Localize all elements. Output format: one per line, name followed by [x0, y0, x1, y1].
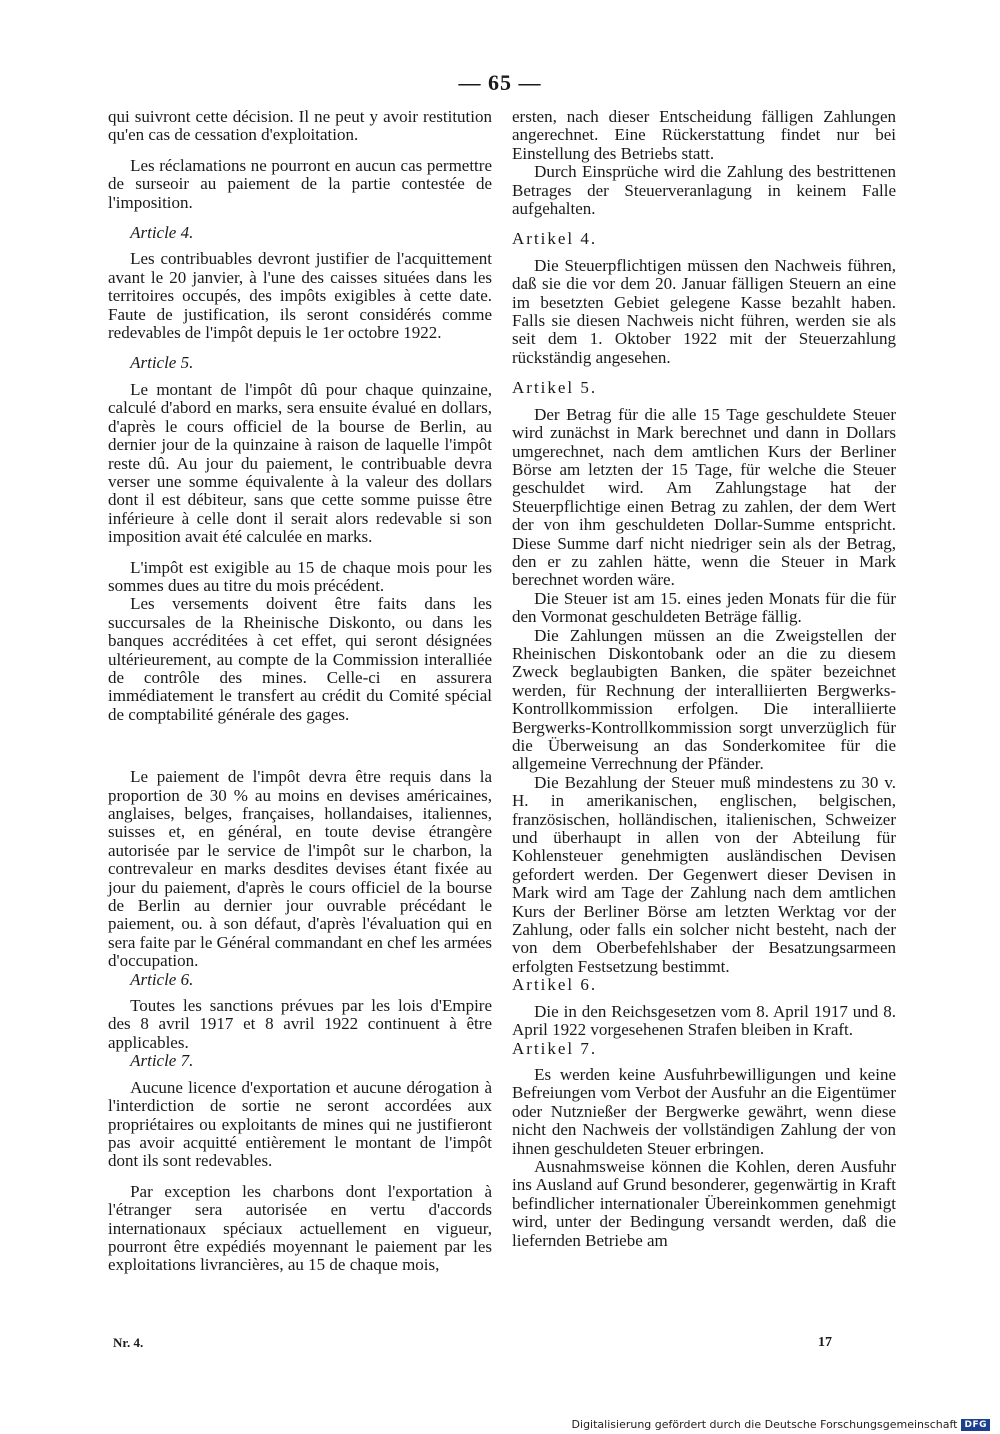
- de-paragraph-7: Die Bezahlung der Steuer muß mindestens zu 30 v. H. in amerikanischen, englischen, belgischen, französischen, holländischen, italienischen, Schweizer und überhaupt in allen von der Abteilung für Kohlensteuer genehmigten ausländischen Devisen gefordert werden. Der Gegenwert dieser Devisen in Mark wird am Tage der Zahlung nach dem amtlichen Kurs der Berliner Börse am letzten Werktag vor der Zahlung, oder falls ein solcher nicht besteht, nach der von dem Oberbefehlshaber der Besatzungsarmeen erfolgten Festsetzung bestimmt.: [512, 772, 896, 976]
- fr-paragraph-4: Le montant de l'impôt dû pour chaque quinzaine, calculé d'abord en marks, sera ensuite évalué en dollars, d'après le cours officiel de la bourse de Berlin, au dernier jour de la quinzaine à raison de laquelle l'impôt reste dû. Au jour du paiement, le contribuable devra verser une somme équivalente à la valeur des dollars dont il est débiteur, sans que cette somme puisse être inférieure à celle dont il serait alors redevable si son imposition avait été calculée en marks.: [108, 379, 492, 547]
- fr-article-4-heading: Article 4.: [130, 223, 194, 243]
- sheet-signature: 17: [818, 1335, 832, 1350]
- fr-paragraph-7: Le paiement de l'impôt devra être requis dans la proportion de 30 % au moins en devises américaines, anglaises, belges, françaises, hollandaises, italiennes, suisses et, en général, en toute devise étrangère autorisée par le service de l'impôt sur le charbon, la contrevaleur en marks desdites devises étant fixée au jour du paiement, d'après le cours officiel de la bourse de Berlin au dernier jour ouvrable précédant le paiement, ou. à son défaut, d'après l'évaluation qui en sera faite par le Général commandant en chef les armées d'occupation.: [108, 767, 492, 971]
- german-column: [512, 108, 896, 1250]
- fr-paragraph-6: Les versements doivent être faits dans les succursales de la Rheinische Diskonto, ou dans les banques accréditées à cet effet, qui seront désignées ultérieurement, au compte de la Commission interalliée de contrôle des mines. Celle-ci en assurera immédiatement le transfert au crédit du Comité spécial de comptabilité générale des gages.: [108, 594, 492, 724]
- french-column: [108, 108, 492, 1275]
- de-article-6-heading: Artikel 6.: [512, 975, 598, 995]
- de-paragraph-8: Die in den Reichsgesetzen vom 8. April 1917 und 8. April 1922 vorgesehenen Strafen bleiben in Kraft.: [512, 1001, 896, 1040]
- fr-paragraph-1: qui suivront cette décision. Il ne peut y avoir restitution qu'en cas de cessation d'exploitation.: [108, 107, 492, 145]
- fr-article-5-heading: Article 5.: [130, 353, 194, 373]
- de-paragraph-10: Ausnahmsweise können die Kohlen, deren Ausfuhr ins Ausland auf Grund besonderer, gegenwärtig in Kraft befindlicher internationaler Übereinkommen genehmigt wird, unter der Bedingung versandt werden, daß die liefernden Betriebe am: [512, 1156, 896, 1250]
- de-paragraph-2: Durch Einsprüche wird die Zahlung des bestrittenen Betrages der Steuerveranlagung in keinem Falle aufgehalten.: [512, 162, 896, 219]
- de-article-7-heading: Artikel 7.: [512, 1038, 598, 1058]
- digitization-credit: [572, 1418, 990, 1431]
- de-paragraph-6: Die Zahlungen müssen an die Zweigstellen der Rheinischen Diskontobank oder an die zu diesem Zweck beglaubigten Banken, die später bezeichnet werden, für Rechnung der interalliierten Bergwerks-Kontrollkommission erfolgen. Die interalliierte Bergwerks-Kontrollkommission sorgt unverzüglich für die Überweisung an das Sonderkomitee für die allgemeine Verrechnung der Pfänder.: [512, 625, 896, 774]
- fr-paragraph-9: Aucune licence d'exportation et aucune dérogation à l'interdiction de sortie ne seront accordées aux propriétaires ou exploitants de mines qui ne justifieront pas avoir acquitté entièrement le montant de l'impôt dont ils sont redevables.: [108, 1077, 492, 1171]
- issue-number: Nr. 4.: [113, 1335, 144, 1350]
- de-article-4-heading: Artikel 4.: [512, 229, 598, 249]
- fr-paragraph-10: Par exception les charbons dont l'exportation à l'étranger sera autorisée en vertu d'accords internationaux spéciaux actuellement en vigueur, pourront être expédiés moyennant le paiement par les exploitations livrancières, au 15 de chaque mois,: [108, 1181, 492, 1275]
- fr-article-6-heading: Article 6.: [130, 969, 194, 989]
- fr-paragraph-3: Les contribuables devront justifier de l'acquittement avant le 20 janvier, à l'une des caisses situées dans les territoires occupés, des impôts exigibles à cette date. Faute de justification, ils seront considérés comme redevables de l'impôt depuis le 1er octobre 1922.: [108, 249, 492, 343]
- de-paragraph-1: ersten, nach dieser Entscheidung fälligen Zahlungen angerechnet. Eine Rückerstattung findet nur bei Einstellung des Betriebs statt.: [512, 107, 896, 163]
- de-article-5-heading: Artikel 5.: [512, 378, 598, 398]
- credit-text: Digitalisierung gefördert durch die Deutsche Forschungsgemeinschaft: [571, 1418, 958, 1431]
- de-paragraph-3: Die Steuerpflichtigen müssen den Nachweis führen, daß sie die vor dem 20. Januar fälligen Steuern an eine im besetzten Gebiet gelegene Kasse bezahlt haben. Falls sie diesen Nachweis nicht führen, werden sie als seit dem 1. Oktober 1922 mit der Steuerzahlung rückständig angesehen.: [512, 255, 896, 367]
- page-number: — 65 —: [458, 70, 542, 95]
- de-paragraph-5: Die Steuer ist am 15. eines jeden Monats für die für den Vormonat geschuldeten Beträge fällig.: [512, 588, 896, 627]
- fr-article-7-heading: Article 7.: [130, 1051, 194, 1071]
- de-paragraph-4: Der Betrag für die alle 15 Tage geschuldete Steuer wird zunächst in Mark berechnet und dann in Dollars umgerechnet, nach dem amtlichen Kurs der Berliner Börse am letzten der 15 Tage, für welche die Steuer geschuldet wird. Am Zahlungstage hat der Steuerpflichtige einen Betrag zu zahlen, der dem Wert der von ihm geschuldeten Dollar-Summe entspricht. Diese Summe darf nicht niedriger sein als der Betrag, den er zu zahlen hätte, wenn die Steuer in Mark berechnet worden wäre.: [512, 404, 896, 590]
- de-paragraph-9: Es werden keine Ausfuhrbewilligungen und keine Befreiungen vom Verbot der Ausfuhr an die Eigentümer oder Nutznießer der Bergwerke gewährt, wenn diese nicht den Nachweis der vollständigen Zahlung der von ihnen geschuldeten Steuer erbringen.: [512, 1064, 896, 1158]
- fr-paragraph-2: Les réclamations ne pourront en aucun cas permettre de surseoir au paiement de la partie contestée de l'imposition.: [108, 155, 492, 212]
- fr-paragraph-8: Toutes les sanctions prévues par les lois d'Empire des 8 avril 1917 et 8 avril 1922 continuent à être applicables.: [108, 996, 492, 1052]
- dfg-logo: DFG: [961, 1419, 990, 1431]
- fr-paragraph-5: L'impôt est exigible au 15 de chaque mois pour les sommes dues au titre du mois précédent.: [108, 557, 492, 595]
